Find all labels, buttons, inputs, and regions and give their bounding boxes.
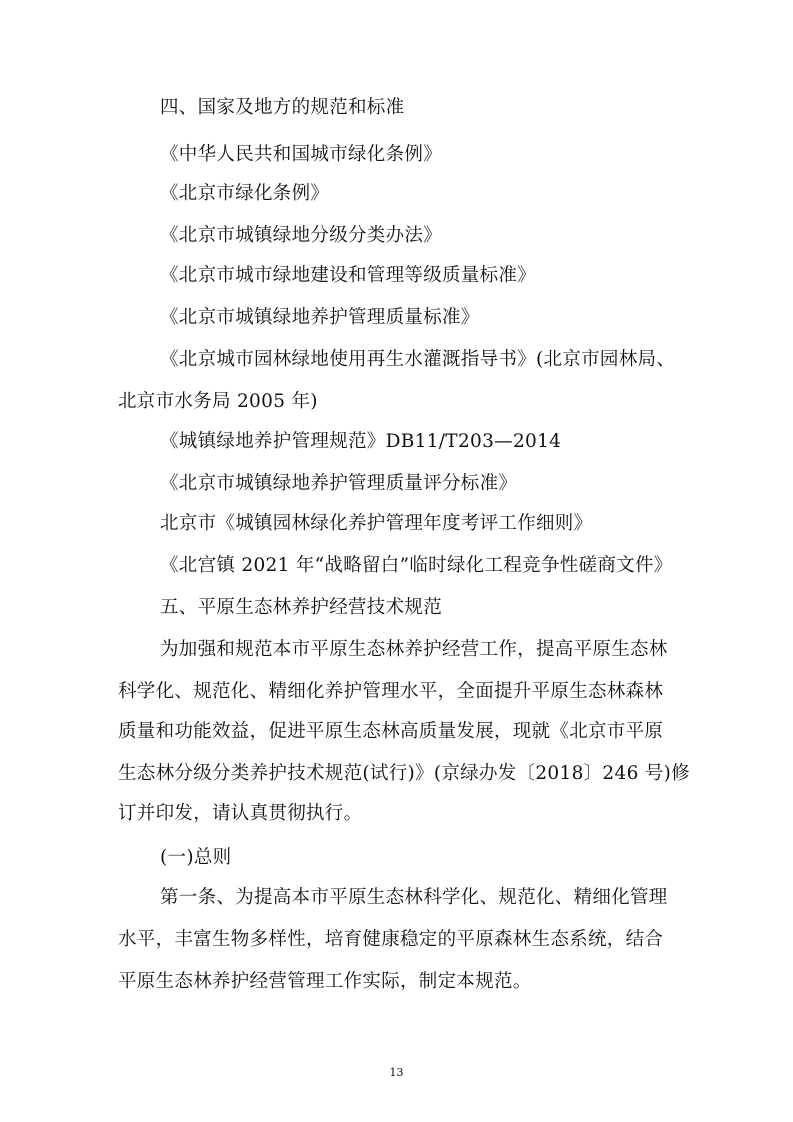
paragraph-line: 订并印发，请认真贯彻执行。	[118, 803, 363, 824]
reference-item: 《北京市城镇绿地养护管理质量标准》	[160, 307, 480, 328]
reference-item: 《中华人民共和国城市绿化条例》	[160, 144, 443, 165]
reference-item: 《北宫镇 2021 年“战略留白”临时绿化工程竞争性磋商文件》	[160, 555, 673, 576]
reference-item: 《北京城市园林绿地使用再生水灌溉指导书》(北京市园林局、	[160, 349, 676, 370]
reference-item: 《北京市城市绿地建设和管理等级质量标准》	[160, 265, 537, 286]
paragraph-line: 为加强和规范本市平原生态林养护经营工作，提高平原生态林	[160, 639, 668, 660]
paragraph-line: 生态林分级分类养护技术规范(试行)》(京绿办发〔2018〕246 号)修	[118, 763, 690, 784]
subsection-heading-general: (一)总则	[160, 847, 232, 868]
reference-item: 《北京市绿化条例》	[160, 183, 330, 204]
reference-item: 《城镇绿地养护管理规范》DB11/T203—2014	[160, 431, 562, 452]
paragraph-line: 质量和功能效益，促进平原生态林高质量发展，现就《北京市平原	[118, 721, 664, 742]
paragraph-line: 水平，丰富生物多样性，培育健康稳定的平原森林生态系统，结合	[118, 929, 664, 950]
reference-item-continued: 北京市水务局 2005 年)	[118, 391, 318, 412]
paragraph-line: 平原生态林养护经营管理工作实际，制定本规范。	[118, 971, 532, 992]
section-heading-standards: 四、国家及地方的规范和标准	[160, 97, 405, 118]
page-number: 13	[389, 1066, 404, 1079]
reference-item: 北京市《城镇园林绿化养护管理年度考评工作细则》	[160, 513, 593, 534]
paragraph-line: 第一条、为提高本市平原生态林科学化、规范化、精细化管理	[160, 887, 668, 908]
reference-item: 《北京市城镇绿地养护管理质量评分标准》	[160, 473, 518, 494]
section-heading-plain-forest: 五、平原生态林养护经营技术规范	[160, 597, 443, 618]
paragraph-line: 科学化、规范化、精细化养护管理水平，全面提升平原生态林森林	[118, 681, 664, 702]
reference-item: 《北京市城镇绿地分级分类办法》	[160, 225, 443, 246]
